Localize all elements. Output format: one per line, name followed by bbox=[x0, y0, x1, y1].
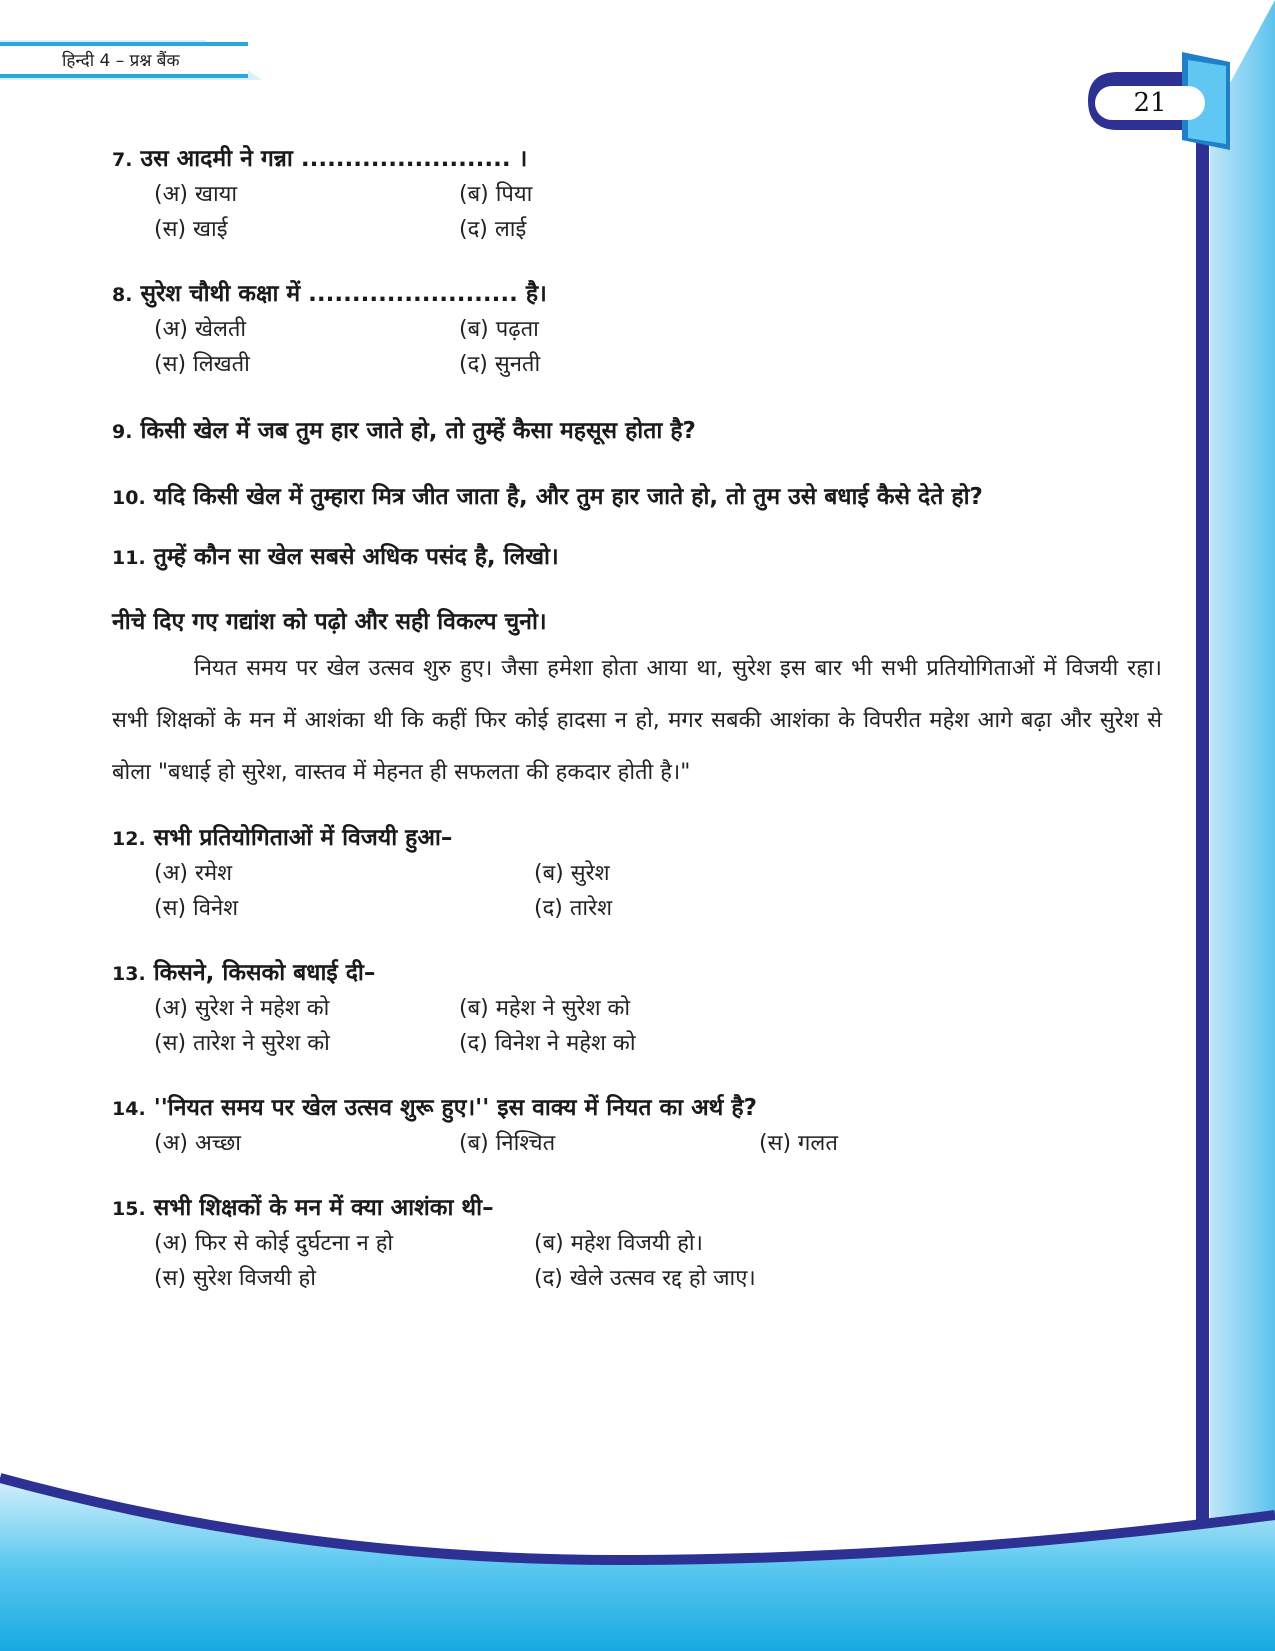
option-list bbox=[154, 312, 1162, 382]
passage-section bbox=[112, 605, 1162, 799]
page-number: 21 bbox=[1095, 86, 1205, 120]
question-number: 12. bbox=[112, 828, 146, 850]
option-a: (अ) रमेश bbox=[154, 861, 233, 886]
question-number: 15. bbox=[112, 1198, 146, 1220]
question-number: 8. bbox=[112, 284, 133, 306]
question-number: 11. bbox=[112, 547, 146, 569]
running-title: हिन्दी 4 – प्रश्न बैंक bbox=[62, 51, 180, 71]
question-text: किसी खेल में जब तुम हार जाते हो, तो तुम्हें कैसा महसूस होता है? bbox=[140, 418, 696, 444]
question-text: तुम्हें कौन सा खेल सबसे अधिक पसंद है, लिखो। bbox=[153, 544, 559, 570]
option-d: (द) खेले उत्सव रद्द हो जाए। bbox=[534, 1266, 756, 1291]
option-b: (ब) पढ़ता bbox=[459, 317, 539, 342]
option-list bbox=[154, 1126, 1162, 1161]
option-b: (ब) महेश विजयी हो। bbox=[534, 1231, 703, 1256]
option-c: (स) तारेश ने सुरेश को bbox=[154, 1031, 330, 1056]
question-number: 13. bbox=[112, 963, 146, 985]
option-c: (स) लिखती bbox=[154, 352, 250, 377]
question-9 bbox=[112, 414, 1162, 449]
question-10 bbox=[112, 471, 1162, 524]
option-list bbox=[154, 856, 1162, 926]
question-12 bbox=[112, 821, 1162, 926]
option-c: (स) खाई bbox=[154, 217, 228, 242]
option-d: (द) सुनती bbox=[459, 352, 541, 377]
question-15 bbox=[112, 1191, 1162, 1296]
question-7 bbox=[112, 142, 1162, 247]
section-heading: नीचे दिए गए गद्यांश को पढ़ो और सही विकल्प चुनो। bbox=[112, 609, 547, 635]
question-number: 7. bbox=[112, 149, 133, 171]
option-d: (द) लाई bbox=[459, 217, 527, 242]
option-list bbox=[154, 991, 1162, 1061]
option-b: (ब) महेश ने सुरेश को bbox=[459, 996, 631, 1021]
question-text: सभी शिक्षकों के मन में क्या आशंका थी– bbox=[153, 1195, 494, 1221]
option-c: (स) गलत bbox=[759, 1131, 838, 1156]
reading-passage: नियत समय पर खेल उत्सव शुरु हुए। जैसा हमेशा होता आया था, सुरेश इस बार भी सभी प्रतियोगिताओं में विजयी रहा। सभी शिक्षकों के मन में आशंका थी कि कहीं फिर कोई हादसा न हो, मगर सबकी आशंका के विपरीत महेश आगे बढ़ा और सुरेश से बोला "बधाई हो सुरेश, वास्तव में मेहनत ही सफलता की हकदार होती है।" bbox=[112, 656, 1162, 785]
option-b: (ब) पिया bbox=[459, 182, 533, 207]
question-number: 10. bbox=[112, 487, 146, 509]
question-text: सुरेश चौथी कक्षा में ........................ है। bbox=[140, 281, 547, 307]
question-text: यदि किसी खेल में तुम्हारा मित्र जीत जाता है, और तुम हार जाते हो, तो तुम उसे बधाई कैसे देते हो? bbox=[153, 484, 983, 510]
question-content bbox=[112, 142, 1162, 1296]
question-text: उस आदमी ने गन्ना ........................ । bbox=[140, 146, 528, 172]
option-list bbox=[154, 177, 1162, 247]
question-text: ''नियत समय पर खेल उत्सव शुरू हुए।'' इस वाक्य में नियत का अर्थ है? bbox=[153, 1095, 757, 1121]
option-a: (अ) खाया bbox=[154, 182, 238, 207]
option-b: (ब) सुरेश bbox=[534, 861, 610, 886]
question-14 bbox=[112, 1091, 1162, 1161]
option-list bbox=[154, 1226, 1162, 1296]
question-8 bbox=[112, 277, 1162, 382]
option-c: (स) सुरेश विजयी हो bbox=[154, 1266, 316, 1291]
question-number: 9. bbox=[112, 421, 133, 443]
option-d: (द) तारेश bbox=[534, 896, 613, 921]
question-11 bbox=[112, 540, 1162, 575]
question-13 bbox=[112, 956, 1162, 1061]
question-text: सभी प्रतियोगिताओं में विजयी हुआ– bbox=[153, 825, 453, 851]
option-b: (ब) निश्चित bbox=[459, 1131, 556, 1156]
option-c: (स) विनेश bbox=[154, 896, 239, 921]
option-a: (अ) फिर से कोई दुर्घटना न हो bbox=[154, 1231, 394, 1256]
running-header bbox=[0, 42, 262, 80]
question-text: किसने, किसको बधाई दी– bbox=[153, 960, 376, 986]
option-a: (अ) अच्छा bbox=[154, 1131, 241, 1156]
question-number: 14. bbox=[112, 1098, 146, 1120]
option-d: (द) विनेश ने महेश को bbox=[459, 1031, 636, 1056]
option-a: (अ) खेलती bbox=[154, 317, 247, 342]
option-a: (अ) सुरेश ने महेश को bbox=[154, 996, 330, 1021]
